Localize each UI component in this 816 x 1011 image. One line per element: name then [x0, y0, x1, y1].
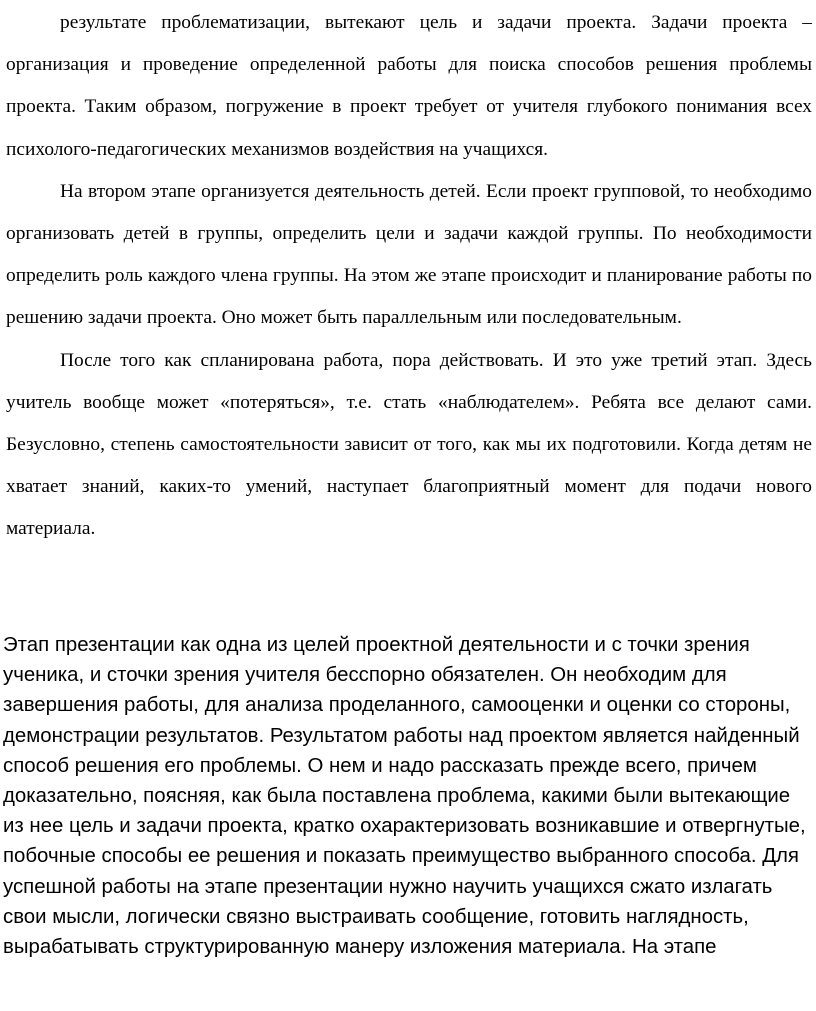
paragraph-second-stage-text: На втором этапе организуется деятельность детей. Если проект групповой, то необходимо организовать детей в группы, определить цели и задачи каждой группы. По необходимости определить роль каждого члена группы. На этом же этапе происходит и планирование работы по решению задачи проекта. Оно может быть параллельным или последовательным.	[6, 180, 812, 329]
paragraph-third-stage-text: После того как спланирована работа, пора действовать. И это уже третий этап. Здесь учитель вообще может «потеряться», т.е. стать «наблюдателем». Ребята все делают сами. Безусловно, степень самостоятельности зависит от того, как мы их подготовили. Когда детям не хватает знаний, каких-то умений, наступает благоприятный момент для подачи нового материала.	[6, 349, 812, 540]
paragraph-presentation	[3, 630, 813, 962]
paragraph-third-stage	[6, 340, 812, 551]
paragraph-goals-text: результате проблематизации, вытекают цель и задачи проекта. Задачи проекта – организация и проведение определенной работы для поиска способов решения проблемы проекта. Таким образом, погружение в проект требует от учителя глубокого понимания всех психолого-педагогических механизмов воздействия на учащихся.	[6, 12, 812, 160]
paragraph-goals	[6, 2, 812, 171]
sans-text-block	[3, 630, 813, 962]
serif-text-block	[6, 2, 812, 551]
paragraph-second-stage	[6, 171, 812, 340]
paragraph-presentation-text: Этап презентации как одна из целей проектной деятельности и с точки зрения ученика, и сточки зрения учителя бесспорно обязателен. Он необходим для завершения работы, для анализа проделанного, самооценки и оценки со стороны, демонстрации результатов. Результатом работы над проектом является найденный способ решения его проблемы. О нем и надо рассказать прежде всего, причем доказательно, поясняя, как была поставлена проблема, какими были вытекающие из нее цель и задачи проекта, кратко охарактеризовать возникавшие и отвергнутые, побочные способы ее решения и показать преимущество выбранного способа. Для успешной работы на этапе презентации нужно научить учащихся сжато излагать свои мысли, логически связно выстраивать сообщение, готовить наглядность, вырабатывать структурированную манеру изложения материала. На этапе	[3, 634, 806, 959]
